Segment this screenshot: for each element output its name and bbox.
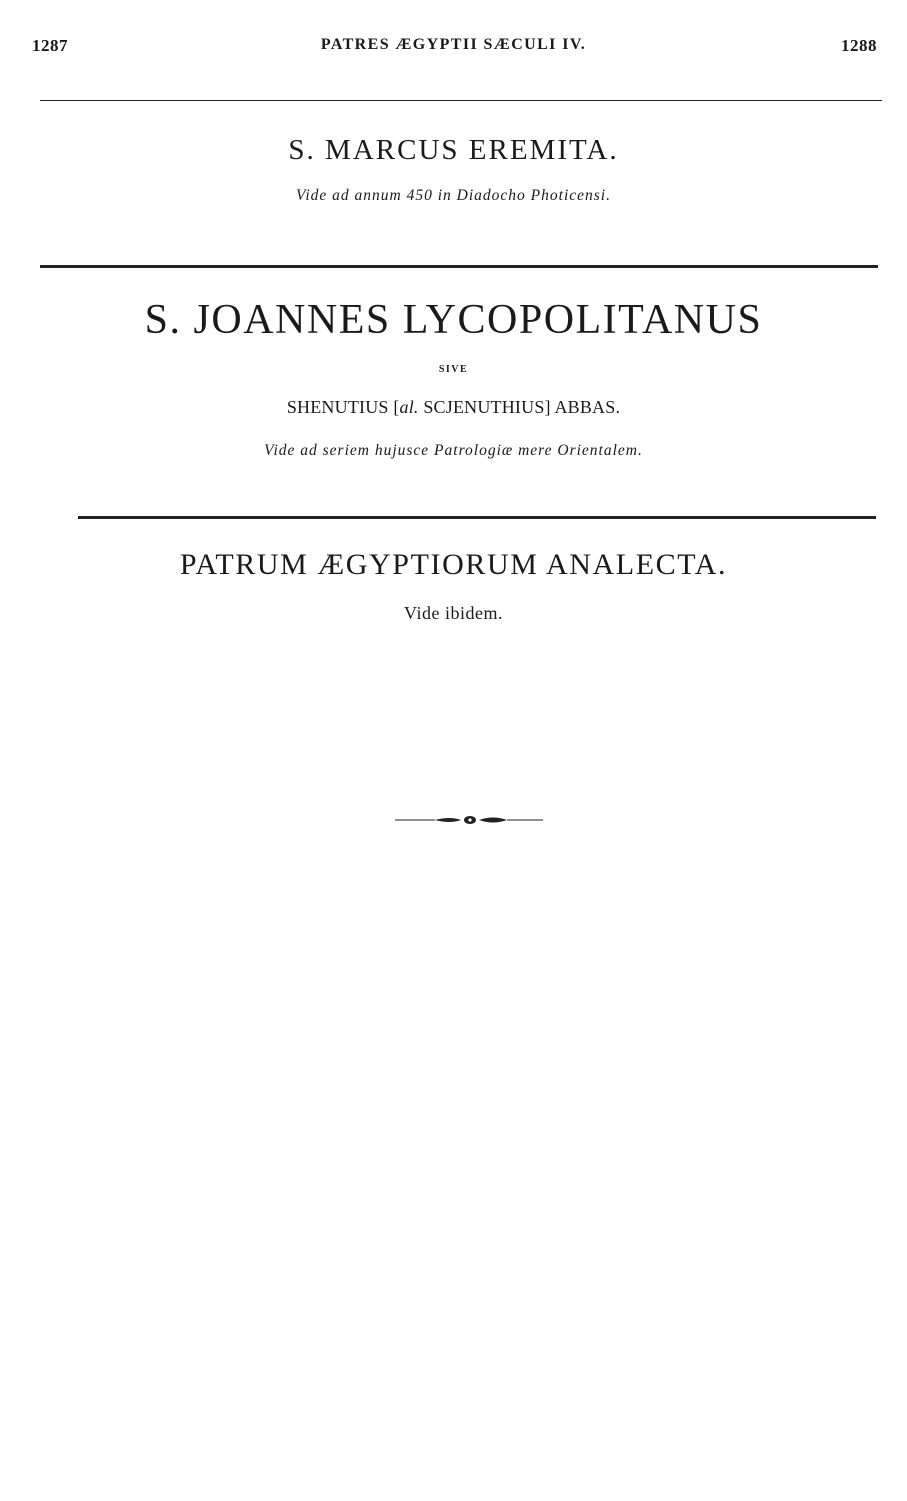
section-title-joannes: S. JOANNES LYCOPOLITANUS	[144, 297, 763, 343]
section-title-analecta: PATRUM ÆGYPTIORUM ANALECTA.	[179, 548, 728, 581]
section-title-marcus: S. MARCUS EREMITA.	[288, 134, 619, 166]
section-note-analecta: Vide ibidem.	[404, 603, 503, 623]
running-title: PATRES ÆGYPTII SÆCULI IV.	[320, 36, 587, 53]
alternate-name	[0, 397, 907, 418]
fleuron-ornament-icon	[395, 812, 545, 828]
page-number-left: 1287	[32, 36, 68, 55]
section-rule-2	[78, 516, 876, 519]
header-rule	[40, 100, 882, 101]
section-rule-1	[40, 265, 878, 268]
running-header	[0, 34, 907, 58]
section-note-joannes: Vide ad seriem hujusce Patrologiæ mere Orientalem.	[264, 442, 643, 459]
page-number-right: 1288	[841, 36, 877, 55]
sive-label: SIVE	[438, 364, 469, 375]
alternate-name-pre: SHENUTIUS [	[286, 397, 400, 417]
alternate-name-al: al.	[399, 397, 419, 417]
section-note-marcus: Vide ad annum 450 in Diadocho Photicensi.	[296, 187, 611, 204]
alternate-name-post: SCJENUTHIUS] ABBAS.	[418, 397, 621, 417]
